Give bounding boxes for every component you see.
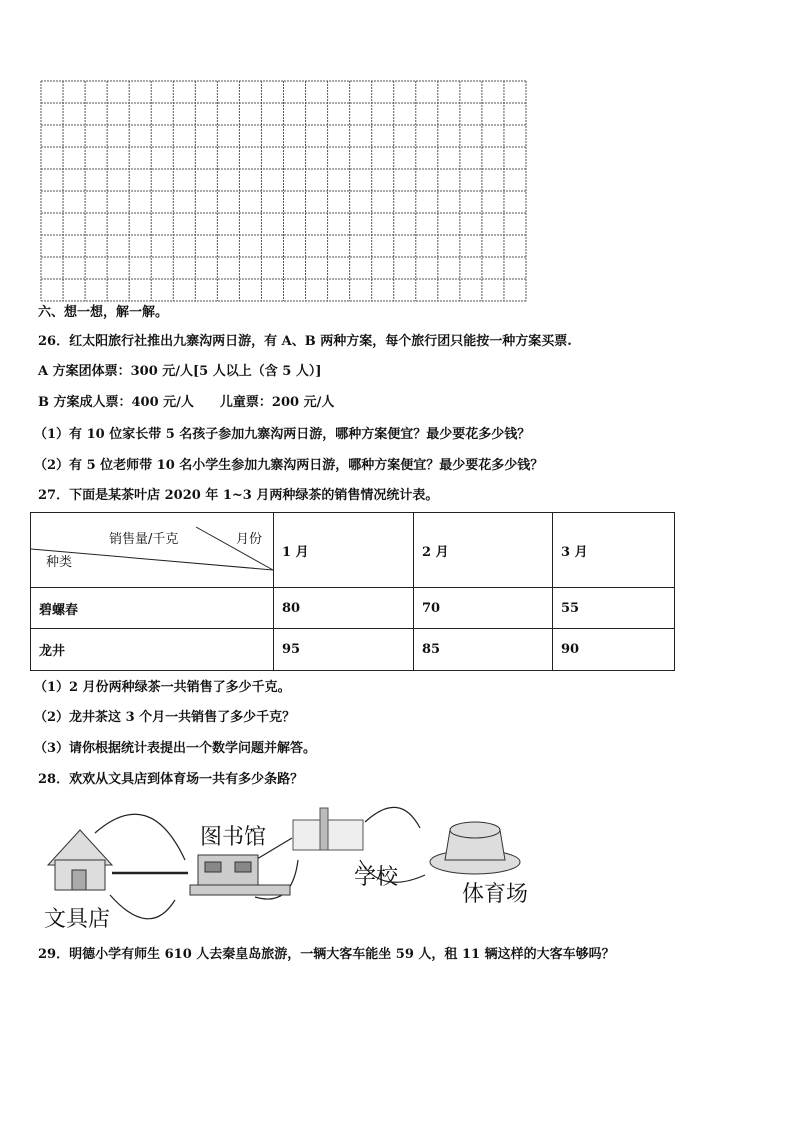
stadium-icon (430, 822, 520, 874)
month-header: 3 月 (553, 513, 675, 588)
library-icon (190, 855, 290, 895)
cell: 70 (414, 588, 553, 629)
cell: 85 (414, 629, 553, 671)
cell: 80 (274, 588, 414, 629)
tea-name: 碧螺春 (31, 588, 274, 629)
sales-table (30, 512, 675, 671)
section-title: 六、想一想，解一解。 (38, 305, 169, 320)
cell: 55 (553, 588, 675, 629)
q28-stem: 28．欢欢从文具店到体育场一共有多少条路？ (38, 772, 304, 787)
q27-sub1: （1）2 月份两种绿茶一共销售了多少千克。 (34, 680, 291, 695)
q26-plan-b: B 方案成人票：400 元/人 儿童票：200 元/人 (38, 395, 335, 410)
stationery-store-icon (48, 830, 112, 890)
diagonal-header-cell (31, 513, 274, 588)
q27-sub2: （2）龙井茶这 3 个月一共销售了多少千克？ (34, 710, 296, 725)
place-stationery-store: 文具店 (44, 907, 111, 932)
place-stadium: 体育场 (462, 882, 529, 907)
table-row (31, 588, 675, 629)
writing-grid (40, 80, 527, 302)
header-month-label: 月份 (236, 532, 263, 547)
place-library: 图书馆 (200, 825, 267, 850)
place-school: 学校 (354, 865, 399, 890)
tea-name: 龙井 (31, 629, 274, 671)
header-type-label: 种类 (46, 555, 73, 570)
school-icon (293, 808, 363, 850)
q26-sub2: （2）有 5 位老师带 10 名小学生参加九寨沟两日游，哪种方案便宜？最少要花多少钱？ (34, 458, 544, 473)
cell: 95 (274, 629, 414, 671)
q26-plan-a: A 方案团体票：300 元/人[5 人以上（含 5 人）] (38, 364, 322, 379)
cell: 90 (553, 629, 675, 671)
q27-stem: 27．下面是某茶叶店 2020 年 1~3 月两种绿茶的销售情况统计表。 (38, 488, 439, 503)
header-sales-label: 销售量/千克 (109, 532, 179, 547)
month-header: 1 月 (274, 513, 414, 588)
month-header: 2 月 (414, 513, 553, 588)
table-row (31, 629, 675, 671)
q26-stem: 26．红太阳旅行社推出九寨沟两日游，有 A、B 两种方案，每个旅行团只能按一种方案买票. (38, 334, 572, 349)
route-diagram (30, 800, 590, 935)
q29-stem: 29．明德小学有师生 610 人去秦皇岛旅游，一辆大客车能坐 59 人，租 11 辆这样的大客车够吗？ (38, 947, 615, 962)
q27-sub3: （3）请你根据统计表提出一个数学问题并解答。 (34, 741, 317, 756)
q26-sub1: （1）有 10 位家长带 5 名孩子参加九寨沟两日游，哪种方案便宜？最少要花多少钱？ (34, 427, 531, 442)
